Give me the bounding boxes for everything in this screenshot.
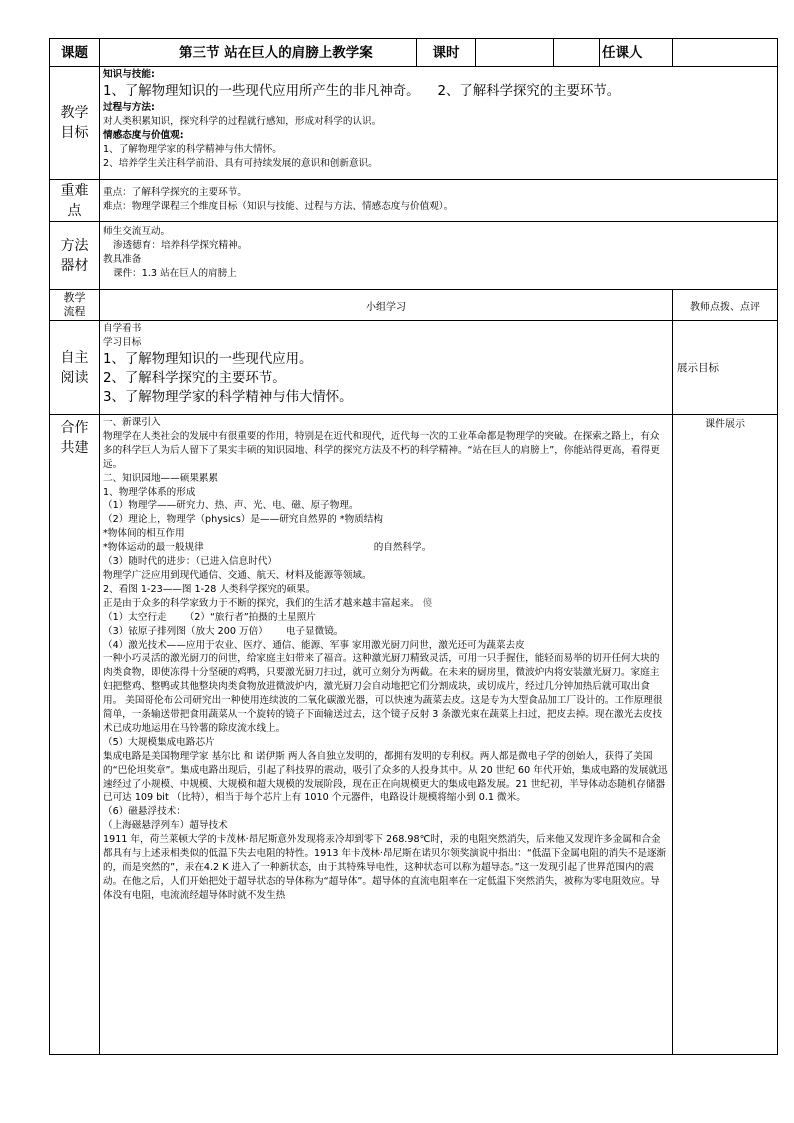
knowledge-heading: 知识与技能: xyxy=(103,69,155,80)
focus-point: 重点：了解科学探究的主要环节。 xyxy=(103,187,247,198)
self-study-line-2: 学习目标 xyxy=(103,336,142,348)
goals-label: 教学目标 xyxy=(50,67,100,180)
topic-title: 第三节 站在巨人的肩膀上教学案 xyxy=(100,39,417,67)
superconductor-paragraph: 1911 年，荷兰莱顿大学的卡茂林·昂尼斯意外发现将汞冷却到零下 268.98℃时，汞的电阻突然消失，后来他又发现许多金属和合金都具有与上述汞相类似的低温下失去电阻的特性。1913 年卡茂林·昂尼斯在诺贝尔领奖演说中指出：“低温下金属电阻的消失不是逐渐的，而是突然的”，汞在4.2 K 进入了一种新状态，由于其特殊导电性，这种状态可以称为超导态。”这一发现引起了世界范围内的震动。在他之后，人们开始把处于超导状态的导体称为“超导体”。超导体的直流电阻率在一定低温下突然消失，被称为零电阻效应。导体没有电阻，电流流经超导体时就不发生热 xyxy=(103,834,667,901)
header-blank xyxy=(554,39,600,67)
cooperate-row xyxy=(50,415,778,1055)
flow-header-row xyxy=(50,290,778,321)
self-study-row xyxy=(50,321,778,415)
goals-row xyxy=(50,67,778,180)
methods-row xyxy=(50,222,778,290)
teacher-comment-heading: 教师点拨、点评 xyxy=(673,290,778,321)
self-study-teacher-note: 展示目标 xyxy=(673,321,778,415)
teacher-value xyxy=(673,39,778,67)
figures-heading: 2、看图 1-23——图 1-28 人类科学探究的硕果。 xyxy=(103,583,316,595)
self-study-label: 自主阅读 xyxy=(50,321,100,415)
maglev-heading: （6）磁悬浮技术： xyxy=(103,806,186,818)
lesson-plan-table xyxy=(49,38,778,1055)
physics-system-item-3: （3）随时代的进步：（已进入信息时代） xyxy=(103,556,277,568)
methods-content xyxy=(100,222,778,290)
self-study-goal-3: 3、了解物理学家的科学精神与伟大情怀。 xyxy=(103,389,353,405)
physics-system-item-1: （1）物理学——研究力、热、声、光、电、磁、原子物理。 xyxy=(103,500,359,512)
group-study-heading: 小组学习 xyxy=(100,290,673,321)
physics-system-item-2: （2）理论上，物理学（physics）是——研究自然界的 *物质结构 xyxy=(103,514,383,526)
cooperate-content xyxy=(100,415,673,1055)
knowledge-line: 1、了解物理知识的一些现代应用所产生的非凡神奇。 2、了解科学探究的主要环节。 xyxy=(103,83,621,99)
superconductor-heading: （上海磁悬浮列车）超导技术 xyxy=(103,820,228,832)
intro-heading: 一、新课引入 xyxy=(103,417,161,428)
methods-line-4: 课件：1.3 站在巨人的肩膀上 xyxy=(113,267,237,279)
self-study-line-1: 自学看书 xyxy=(103,323,142,334)
methods-line-3: 教具准备 xyxy=(103,253,142,265)
methods-line-2: 渗透德育：培养科学探究精神。 xyxy=(113,239,248,251)
key-points-label: 重难点 xyxy=(50,180,100,222)
physics-system-item-2b: *物体间的相互作用 xyxy=(103,528,185,540)
ic-paragraph: 集成电路是美国物理学家 基尔比 和 诺伊斯 两人各自独立发明的，都拥有发明的专利权。两人都是微电子学的创始人，获得了美国的“巴伦坦奖章”。集成电路出现后，引起了科技界的震动，吸引了众多的人投身其中。从 20 世纪 60 年代开始，集成电路的发展就迅速经过了小规模、中规模、大规模和超大规模的发展阶段，现在正在向规模更大的集成电路发展。21 世纪初，半导体动态随机存储器已可达 109 bit （比特），相当于每个芯片上有 1010 个元器件，电路设计规模将缩小到 0.1 微米。 xyxy=(103,750,668,804)
hours-label: 课时 xyxy=(417,39,476,67)
self-study-goal-1: 1、了解物理知识的一些现代应用。 xyxy=(103,351,313,367)
methods-label: 方法器材 xyxy=(50,222,100,290)
physics-system-heading: 1、物理学体系的形成 xyxy=(103,486,196,498)
knowledge-garden-heading: 二、知识园地——硕果累累 xyxy=(103,472,219,484)
process-heading: 过程与方法: xyxy=(103,101,155,113)
process-text: 对人类积累知识，探究科学的过程就行感知，形成对科学的认识。 xyxy=(103,115,382,127)
intro-paragraph: 物理学在人类社会的发展中有很重要的作用，特别是在近代和现代，近代每一次的工业革命都是物理学的突破。在探索之路上，有众多的科学巨人为后人留下了果实丰硕的知识园地、科学的探究方法及不朽的科学精神。“站在巨人的肩膀上”，你能站得更高，看得更远。 xyxy=(103,430,660,470)
ic-heading: （5）大规模集成电路芯片 xyxy=(103,736,215,748)
physics-system-item-2c: *物体运动的最一般规律 的自然科学。 xyxy=(103,542,432,554)
flow-label: 教学流程 xyxy=(50,290,100,321)
physics-applications: 物理学广泛应用到现代通信、交通、航天、材料及能源等领域。 xyxy=(103,569,372,581)
figures-summary: 正是由于众多的科学家致力于不断的探究，我们的生活才越来越丰富起来。 傻 xyxy=(103,597,433,609)
methods-line-1: 师生交流互动。 xyxy=(103,226,171,237)
self-study-goal-2: 2、了解科学探究的主要环节。 xyxy=(103,370,286,386)
emotion-item-1: 1、了解物理学家的科学精神与伟大情怀。 xyxy=(103,143,282,155)
cooperate-teacher-note: 课件展示 xyxy=(673,415,778,1055)
difficulty-point: 难点：物理学课程三个维度目标（知识与技能、过程与方法、情感态度与价值观）。 xyxy=(103,200,454,212)
key-points-content xyxy=(100,180,778,222)
goals-content xyxy=(100,67,778,180)
emotion-item-2: 2、培养学生关注科学前沿、具有可持续发展的意识和创新意识。 xyxy=(103,157,378,169)
teacher-label: 任课人 xyxy=(600,39,673,67)
laser-paragraph: 一种小巧灵活的激光厨刀的问世，给家庭主妇带来了福音。这种激光厨刀精致灵活，可用一只手握住，能轻而易举的切开任何大块的肉类食物，即使冻得十分坚硬的鸡鸭，只要激光厨刀扫过，就可立刻分为两截。在未来的厨房里，微波炉内将安装激光厨刀。家庭主妇把整鸡、整鸭或其他整块肉类食物放进微波炉内，激光厨刀会自动地把它们分割成块，或切成片，经过几分钟加热后就可取出食用。 美国哥伦布公司研究出一种使用连续波的二氧化碳激光器，可以快速为蔬菜去皮。这是专为大型食品加工厂设计的。工作原理很简单，一条输送带把食用蔬菜从一个旋转的镜子下面输送过去，这个镜子反射 3 条激光束在蔬菜上扫过，把皮去掉。现在激光去皮技术已成功地运用在马铃薯的除皮流水线上。 xyxy=(103,653,663,734)
topic-label: 课题 xyxy=(50,39,100,67)
cooperate-label: 合作共建 xyxy=(50,415,100,1055)
self-study-content xyxy=(100,321,673,415)
key-points-row xyxy=(50,180,778,222)
hours-value xyxy=(476,39,554,67)
laser-heading: （4）激光技术——应用于农业、医疗、通信、能源、军事 家用激光厨刀问世，激光还可为蔬菜去皮 xyxy=(103,639,525,651)
figure-item-1-2: （1）太空行走 （2）“旅行者”拍摄的土星照片 xyxy=(103,611,316,623)
lesson-plan-sheet xyxy=(49,38,777,1058)
header-row xyxy=(50,39,778,67)
emotion-heading: 情感态度与价值观: xyxy=(103,129,184,141)
figure-item-3: （3）铱原子排列图（放大 200 万倍） 电子显微镜。 xyxy=(103,625,344,637)
